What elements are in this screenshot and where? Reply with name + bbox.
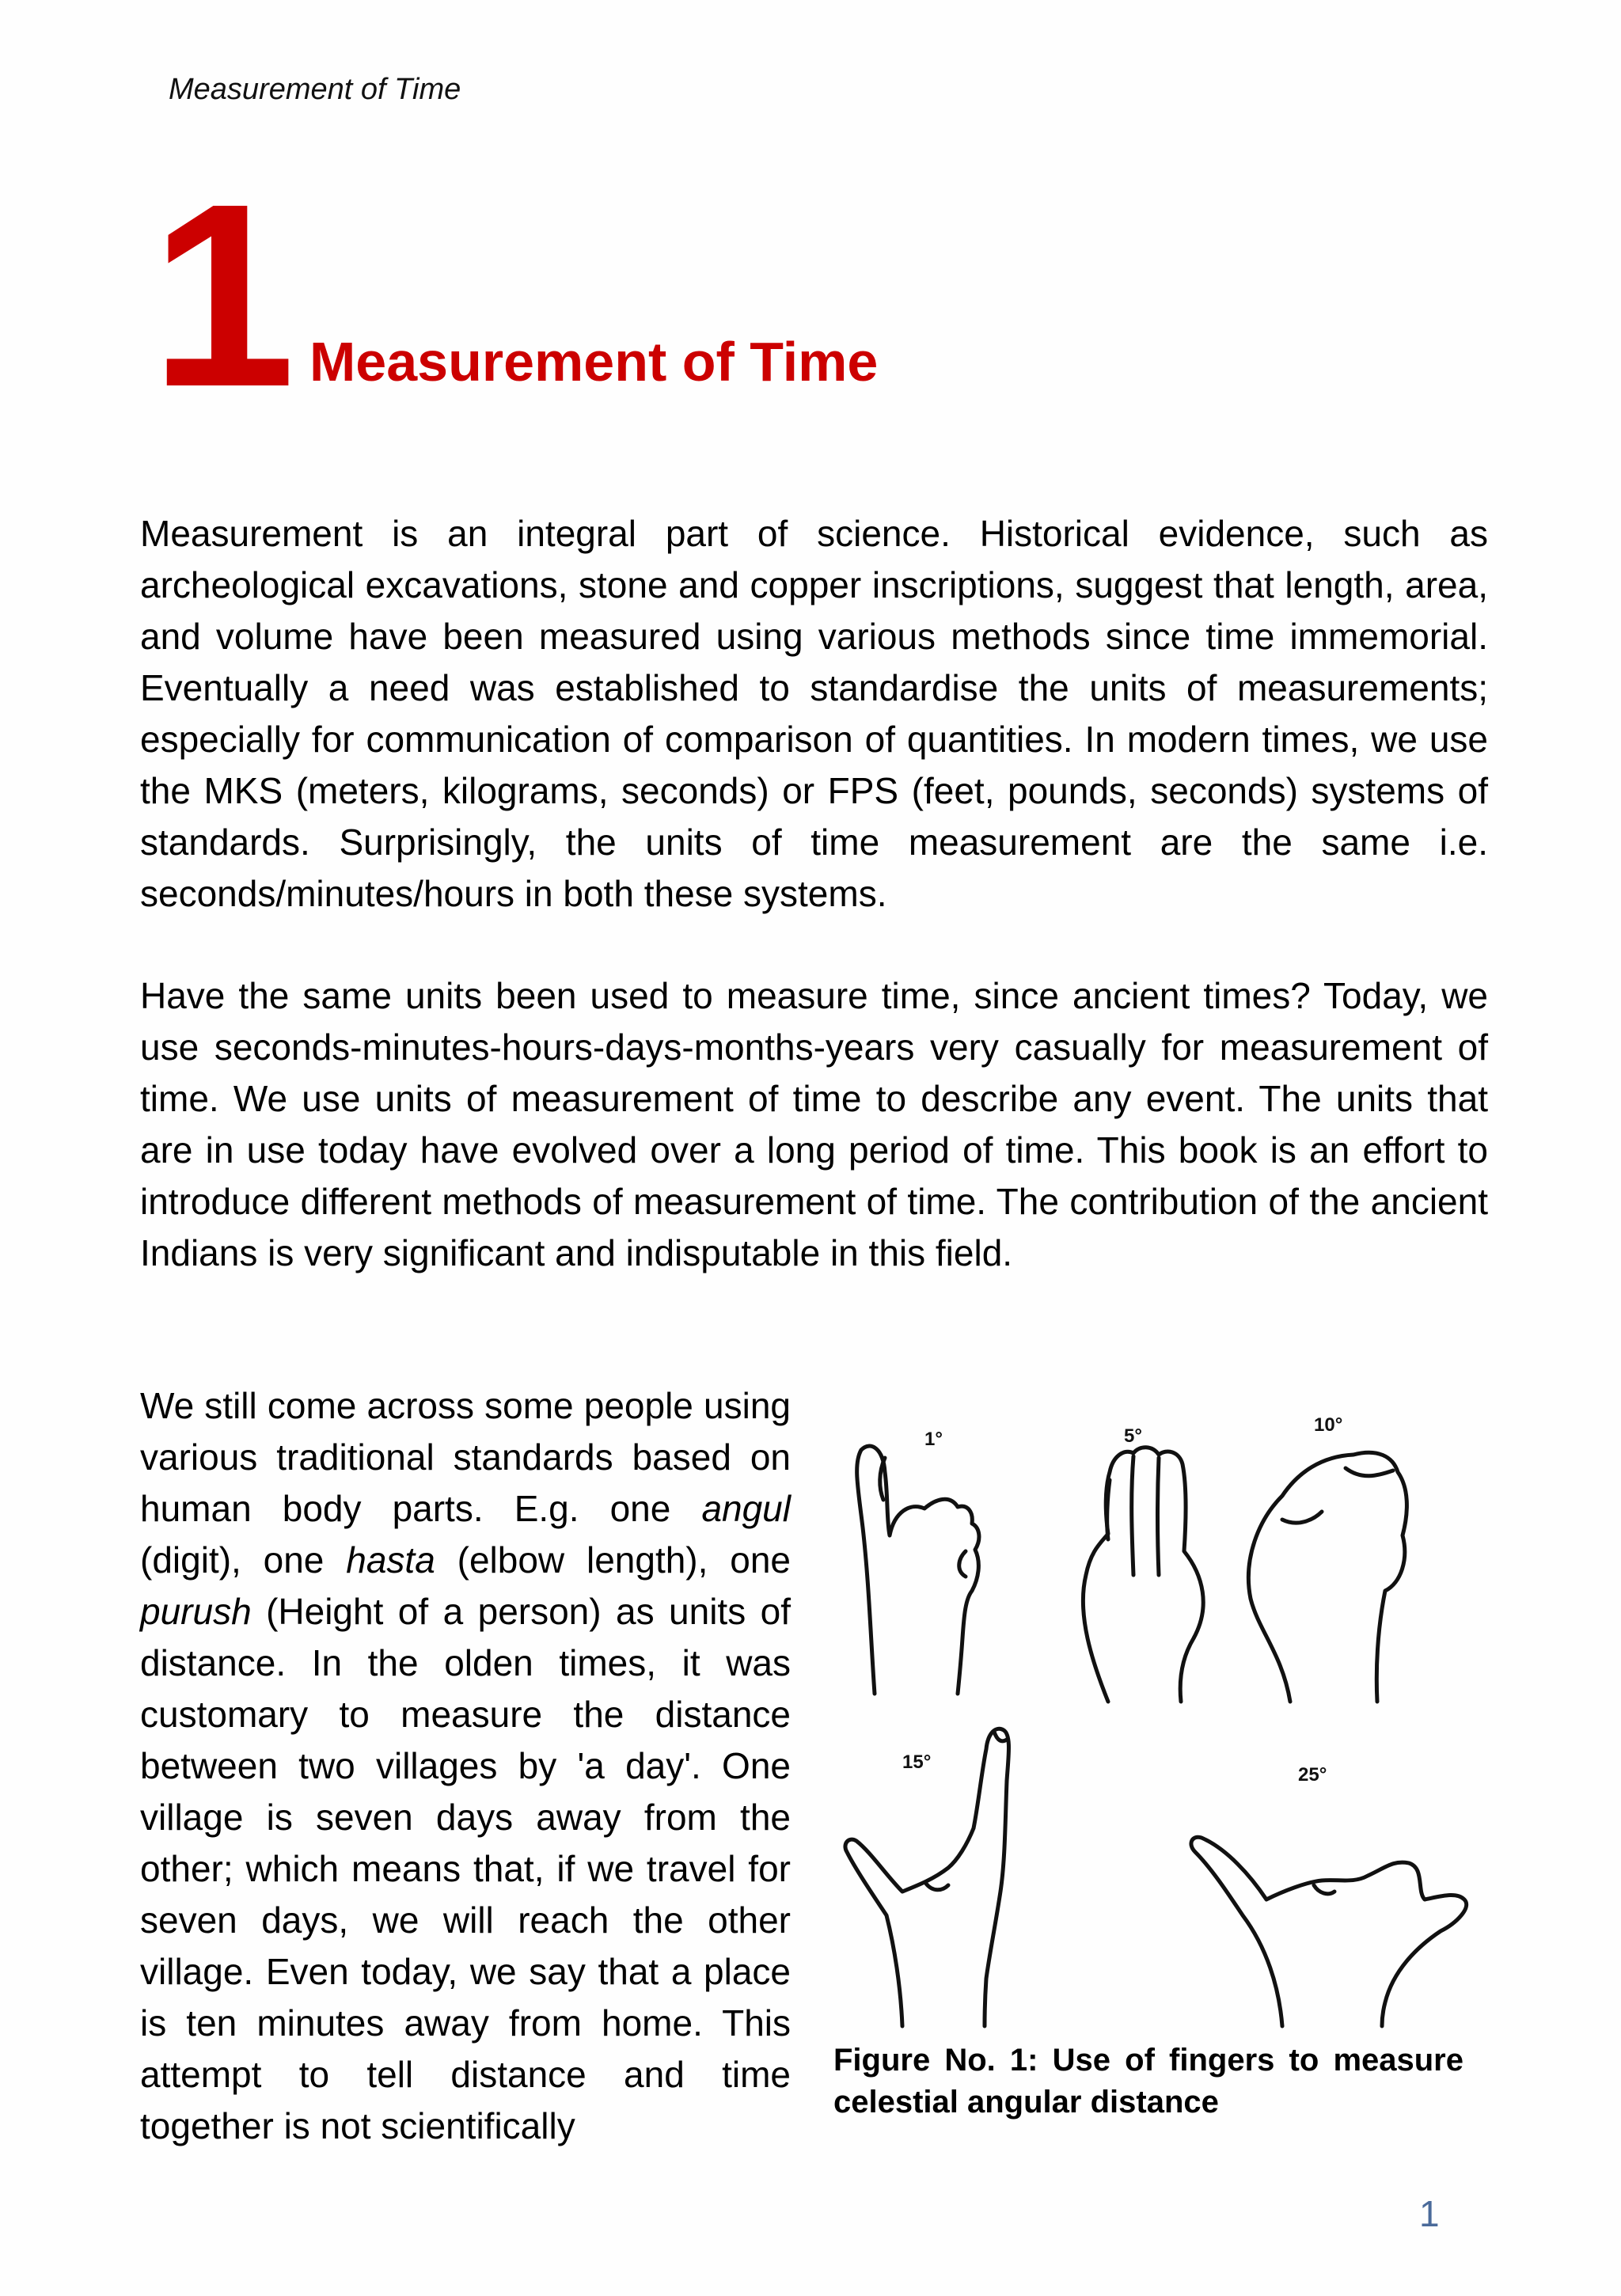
paragraph-3-text-c: (elbow length), one: [435, 1539, 791, 1581]
running-header: Measurement of Time: [169, 73, 461, 106]
chapter-number: 1: [150, 149, 288, 441]
term-hasta: hasta: [346, 1539, 435, 1581]
hand-25-degree: [1191, 1837, 1467, 2026]
label-1-degree: 1°: [924, 1429, 943, 1450]
term-purush: purush: [140, 1591, 252, 1632]
page-number: 1: [1419, 2193, 1440, 2234]
label-15-degree: 15°: [902, 1751, 932, 1773]
hand-15-degree: [845, 1729, 1009, 2026]
hand-5-degree: [1083, 1448, 1203, 1702]
paragraph-3-text-d: (Height of a person) as units of distance. In the olden times, it was customary to measure the distance between two villages by 'a day'. One village is seven days away from the other; which means that, if we travel for seven days, we will reach the other village. Even today, we say that a place is ten minutes away from home. This attempt to tell distance and time together is not scientifically: [140, 1591, 791, 2146]
hand-angles-illustration: [839, 1401, 1480, 2034]
label-10-degree: 10°: [1314, 1414, 1343, 1436]
hand-angles-figure: [839, 1401, 1480, 2034]
paragraph-3-text-b: (digit), one: [140, 1539, 347, 1581]
hand-10-degree: [1248, 1452, 1407, 1702]
label-5-degree: 5°: [1124, 1425, 1142, 1447]
paragraph-2: Have the same units been used to measure time, since ancient times? Today, we use seconds-minutes-hours-days-months-years very casually for measurement of time. We use units of measurement of time to describe any event. The units that are in use today have evolved over a long period of time. This book is an effort to introduce different methods of measurement of time. The contribution of the ancient Indians is very significant and indisputable in this field.: [140, 975, 1488, 1273]
paragraph-3-text-a: We still come across some people using various traditional standards based on human body parts. E.g. one: [140, 1385, 791, 1529]
paragraph-1: Measurement is an integral part of science. Historical evidence, such as archeological excavations, stone and copper inscriptions, suggest that length, area, and volume have been measured using various methods since time immemorial. Eventually a need was established to standardise the units of measurements; especially for communication of comparison of quantities. In modern times, we use the MKS (meters, kilograms, seconds) or FPS (feet, pounds, seconds) systems of standards. Surprisingly, the units of time measurement are the same i.e. seconds/minutes/hours in both these systems.: [140, 513, 1488, 914]
label-25-degree: 25°: [1298, 1764, 1327, 1786]
term-angul: angul: [701, 1488, 791, 1529]
paragraph-3: [140, 1380, 791, 2152]
figure-caption: Figure No. 1: Use of fingers to measure celestial angular distance: [833, 2043, 1463, 2120]
chapter-title: Measurement of Time: [309, 331, 879, 393]
